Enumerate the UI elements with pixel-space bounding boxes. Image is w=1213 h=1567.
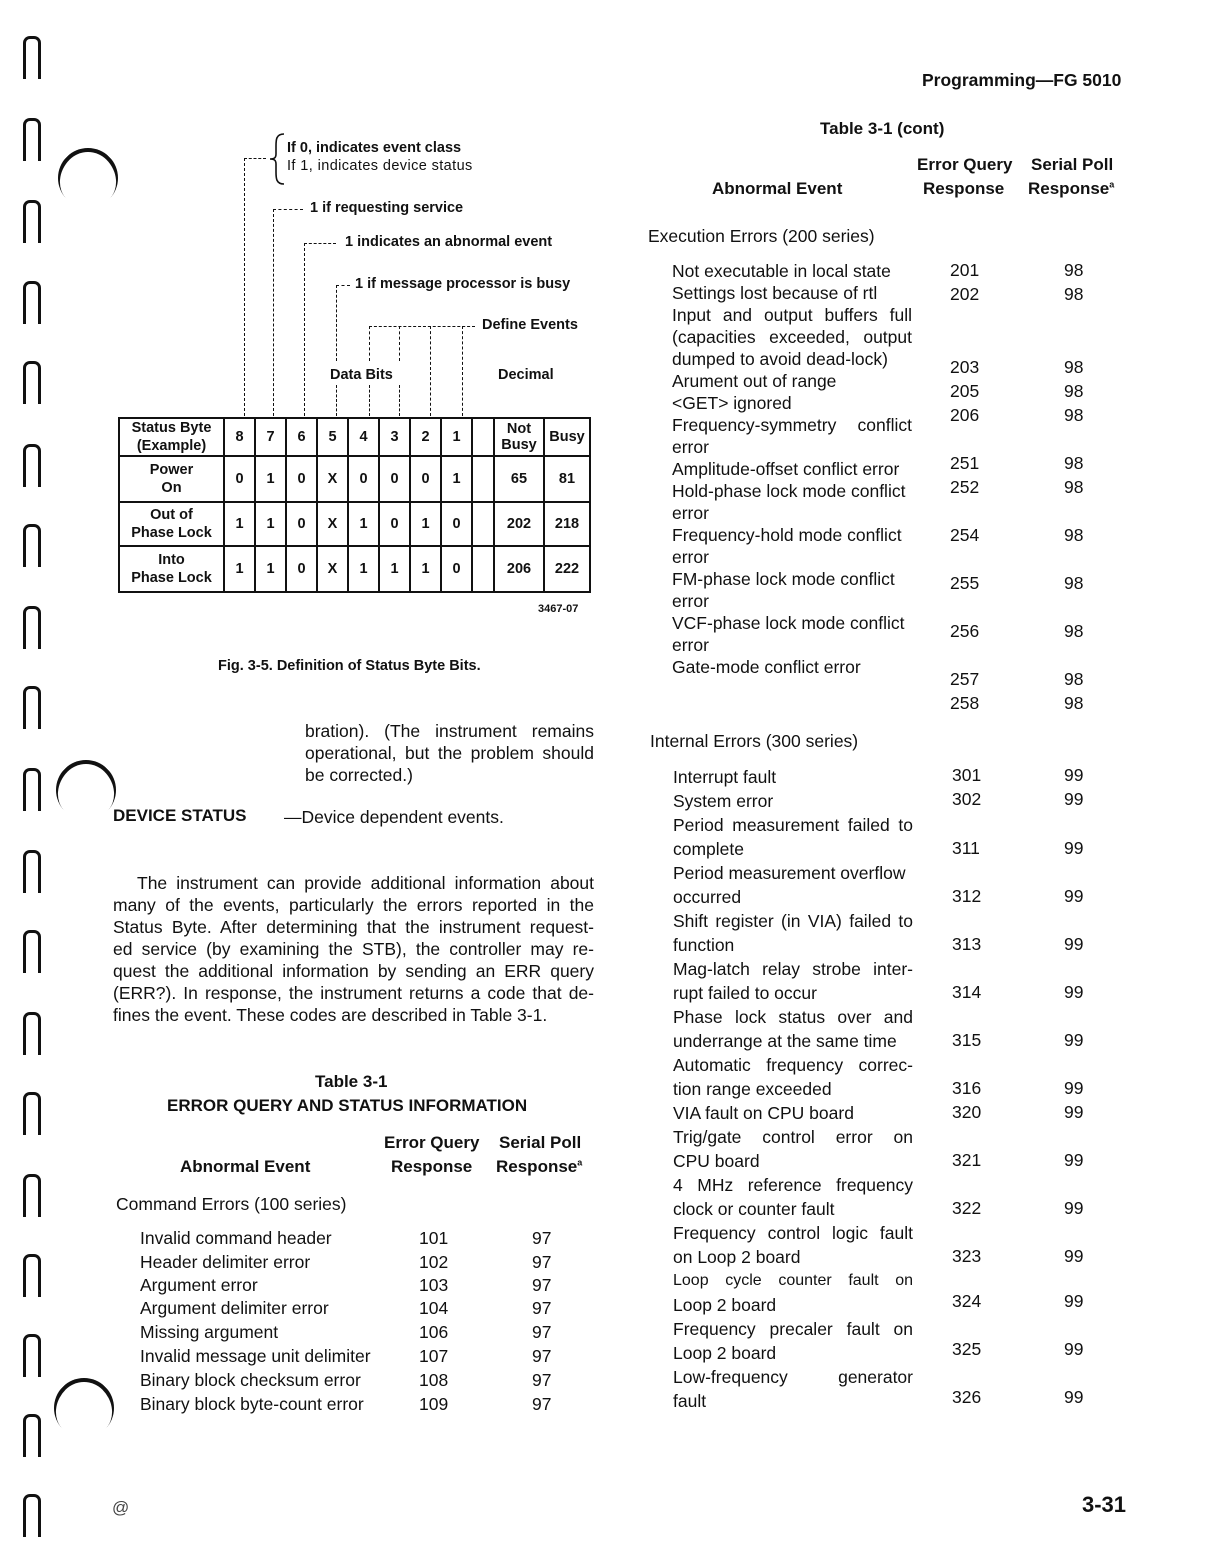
row-event: underrange at the same time [673,1031,897,1051]
row-eq: 313 [952,934,982,954]
table-cell: 222 [544,546,590,592]
table-cell: 8 [224,418,255,456]
table-cell: X [317,502,348,546]
binder-hole [23,768,41,811]
row-eq: 321 [952,1150,982,1170]
binder-arc [46,136,131,221]
row-eq: 206 [950,405,980,425]
events-column-1 [672,260,912,678]
table-cell: Busy [544,418,590,456]
define-events-label: Define Events [482,317,578,333]
row-eq: 252 [950,477,980,497]
row-eq: 203 [950,357,980,377]
row-event: Missing argument [140,1322,279,1342]
table-cell: 0 [286,546,317,592]
row-event: Invalid command header [140,1228,332,1248]
table-cell: Out of Phase Lock [119,502,224,546]
figure-number: 3467-07 [538,603,579,615]
row-eq: 256 [950,621,980,641]
table-row [119,502,590,546]
group-heading: Internal Errors (300 series) [650,731,859,751]
row-event: Not executable in local state [672,261,891,281]
row-event: Loop 2 board [673,1343,777,1363]
binder-hole [23,281,41,324]
row-sp: 99 [1064,1078,1084,1098]
table-cell: X [317,456,348,502]
table-cell: 7 [255,418,286,456]
table-subtitle: ERROR QUERY AND STATUS INFORMATION [167,1096,528,1115]
device-status-term: DEVICE STATUS [113,806,247,825]
row-event: tion range exceeded [673,1079,832,1099]
row-sp: 97 [532,1394,552,1414]
binder-hole [23,1174,41,1217]
row-event: error [672,591,709,611]
table-cell: 0 [348,456,379,502]
row-eq: 201 [950,260,980,280]
row-event: Frequency-symmetry conflict [672,415,912,435]
binder-arc [42,1366,127,1451]
table-cell: 5 [317,418,348,456]
row-event: Invalid message unit delimiter [140,1346,371,1366]
event-class-label: If 0, indicates event class [287,140,462,156]
leader-line [399,326,400,361]
leader-line [369,326,475,327]
row-event: Phase lock status over and [673,1007,913,1027]
group-heading: Execution Errors (200 series) [648,226,875,246]
binder-hole [23,524,41,567]
row-event: error [672,547,709,567]
column-header: Abnormal Event [712,179,843,198]
row-event: error [672,503,709,523]
row-event: rupt failed to occur [673,983,817,1003]
binder-hole [23,200,41,243]
table-cell: 0 [379,456,410,502]
row-event: Argument delimiter error [140,1298,329,1318]
table-row [119,546,590,592]
column-header: Serial Poll [499,1133,582,1152]
row-eq: 106 [419,1322,449,1342]
leader-line [273,209,303,210]
row-event: Automatic frequency correc- [673,1055,913,1075]
table-cell: 81 [544,456,590,502]
row-sp: 98 [1064,284,1084,304]
row-event: Period measurement overflow [673,863,906,883]
events-column-2 [673,765,913,1413]
binder-hole [23,1494,41,1537]
table-title: Table 3-1 [315,1072,388,1091]
row-event: fault [673,1391,707,1411]
row-event: FM-phase lock mode conflict [672,569,895,589]
leader-line [304,243,336,244]
table-cell: 0 [224,456,255,502]
row-sp: 98 [1064,525,1084,545]
table-cell: 4 [348,418,379,456]
row-event: Low-frequency generator [673,1367,913,1387]
row-event: Input and output buffers full [672,305,912,325]
table-row [119,456,590,502]
row-eq: 316 [952,1078,982,1098]
row-event: complete [673,839,745,859]
row-event: System error [673,791,774,811]
row-eq: 311 [952,838,980,858]
table-title: Table 3-1 (cont) [820,119,945,138]
figure-caption: Fig. 3-5. Definition of Status Byte Bits. [218,658,481,674]
row-event: occurred [673,887,742,907]
device-status-label: If 1, indicates device status [287,158,473,174]
table-row [119,418,590,456]
paragraph: The instrument can provide additional information about many of the events, particularly the errors reported in the Status Byte. After determining that the instrument request- ed service (by examining the STB), the controller may re- quest the additional information by sending an ERR query (ERR?). In response, the instrument returns a code that de- fines the event. These codes are described in Table 3-1. [113,873,594,1025]
row-event: Frequency-hold mode conflict [672,525,902,545]
row-eq: 109 [419,1394,449,1414]
row-eq: 108 [419,1370,449,1390]
binder-hole [23,1414,41,1457]
column-header: Error Query [917,155,1013,174]
table-cell: 1 [441,456,472,502]
row-sp: 99 [1064,1246,1084,1266]
table-cell: 206 [494,546,544,592]
row-event: Mag-latch relay strobe inter- [673,959,913,979]
decimal-label: Decimal [498,367,554,383]
table-cell: 1 [441,418,472,456]
table-cell: 1 [255,546,286,592]
column-header: Serial Poll [1031,155,1114,174]
binder-hole [23,1334,41,1377]
row-sp: 98 [1064,357,1084,377]
row-sp: 99 [1064,982,1084,1002]
row-event: Loop cycle counter fault on [673,1272,913,1289]
row-eq: 320 [952,1102,982,1122]
row-event: Hold-phase lock mode conflict [672,481,906,501]
row-event: Loop 2 board [673,1295,777,1315]
row-event: Binary block byte-count error [140,1394,364,1414]
table-cell: 1 [224,546,255,592]
row-event: function [673,935,735,955]
row-sp: 99 [1064,1198,1084,1218]
row-sp: 99 [1064,1102,1084,1122]
row-eq: 107 [419,1346,449,1366]
row-eq: 315 [952,1030,982,1050]
leader-line [430,326,431,416]
row-sp: 97 [532,1252,552,1272]
row-eq: 325 [952,1339,982,1359]
row-event: VCF-phase lock mode conflict [672,613,905,633]
row-event: CPU board [673,1151,760,1171]
row-sp: 99 [1064,1030,1084,1050]
row-eq: 202 [950,284,980,304]
table-cell: 0 [441,546,472,592]
row-event: Period measurement failed to [673,815,913,835]
row-eq: 312 [952,886,982,906]
row-eq: 205 [950,381,980,401]
table-cell: 1 [255,456,286,502]
row-sp: 97 [532,1275,552,1295]
row-eq: 103 [419,1275,449,1295]
page-header: Programming—FG 5010 [922,70,1122,90]
row-event: dumped to avoid dead-lock) [672,349,888,369]
leader-line [462,326,463,416]
row-sp: 98 [1064,405,1084,425]
row-sp: 99 [1064,1339,1084,1359]
binder-hole [23,850,41,893]
row-eq: 102 [419,1252,449,1272]
group-heading: Command Errors (100 series) [116,1194,347,1214]
table-cell: 218 [544,502,590,546]
table-cell: 0 [286,456,317,502]
row-eq: 301 [952,765,982,785]
row-event: Settings lost because of rtl [672,283,878,303]
row-eq: 302 [952,789,982,809]
table-cell: 1 [410,502,441,546]
abnormal-event-label: 1 indicates an abnormal event [345,234,553,250]
table-cell: 0 [379,502,410,546]
row-sp: 99 [1064,789,1084,809]
row-eq: 323 [952,1246,982,1266]
row-sp: 98 [1064,669,1084,689]
row-sp: 97 [532,1346,552,1366]
leader-line [336,285,350,286]
row-eq: 324 [952,1291,982,1311]
row-event: VIA fault on CPU board [673,1103,854,1123]
leader-line [244,158,245,416]
copyright-mark: @ [112,1498,130,1517]
column-header: Response [923,179,1005,198]
table-cell: 1 [255,502,286,546]
table-cell: 0 [441,502,472,546]
table-cell: Power On [119,456,224,502]
row-sp: 98 [1064,453,1084,473]
table-cell [472,456,494,502]
row-sp: 97 [532,1228,552,1248]
row-event: Header delimiter error [140,1252,311,1272]
row-eq: 257 [950,669,980,689]
binder-hole [23,444,41,487]
leader-line [336,285,337,361]
row-event: error [672,635,709,655]
binder-hole [23,686,41,729]
row-event: 4 MHz reference frequency [673,1175,913,1195]
table-cell [472,418,494,456]
table-cell: 2 [410,418,441,456]
binder-hole [23,361,41,404]
leader-line [304,243,305,416]
binder-hole [23,606,41,649]
table-cell: Not Busy [494,418,544,456]
row-sp: 99 [1064,934,1084,954]
table-cell: 3 [379,418,410,456]
row-eq: 326 [952,1387,982,1407]
row-event: Frequency precaler fault on [673,1319,913,1339]
row-sp: 99 [1064,1150,1084,1170]
row-event: Arument out of range [672,371,837,391]
row-event: Shift register (in VIA) failed to [673,911,913,931]
table-cell [472,546,494,592]
binder-hole [23,36,41,79]
table-cell: 1 [348,546,379,592]
binder-hole [23,1092,41,1135]
bration-text: bration). (The instrument remains operational, but the problem should be corrected.) [305,721,594,785]
row-sp: 98 [1064,260,1084,280]
row-eq: 258 [950,693,980,713]
row-sp: 98 [1064,621,1084,641]
table-cell: 1 [348,502,379,546]
status-byte-table [118,417,591,593]
row-event: (capacities exceeded, output [672,327,912,347]
row-sp: 97 [532,1322,552,1342]
binder-hole [23,1254,41,1297]
table-cell: Into Phase Lock [119,546,224,592]
column-header: Response$^a$ [1028,179,1115,198]
row-event: error [672,437,709,457]
data-bits-label: Data Bits [330,367,393,383]
table-cell: 65 [494,456,544,502]
row-sp: 99 [1064,838,1084,858]
table-cell: X [317,546,348,592]
row-event: Argument error [140,1275,258,1295]
leader-line [369,385,370,416]
row-eq: 251 [950,453,980,473]
binder-hole [23,1012,41,1055]
row-sp: 99 [1064,765,1084,785]
table-cell: 0 [286,502,317,546]
row-event: on Loop 2 board [673,1247,801,1267]
row-event: Interrupt fault [673,767,777,787]
row-event: Binary block checksum error [140,1370,361,1390]
row-sp: 99 [1064,886,1084,906]
table-cell: 1 [224,502,255,546]
leader-line [336,385,337,416]
brace-icon [268,132,288,186]
table-cell [472,502,494,546]
table-cell: 1 [410,546,441,592]
device-status-definition: —Device dependent events. [284,807,504,827]
row-sp: 98 [1064,573,1084,593]
row-event: clock or counter fault [673,1199,835,1219]
row-sp: 98 [1064,381,1084,401]
row-eq: 101 [419,1228,449,1248]
busy-label: 1 if message processor is busy [355,276,571,292]
leader-line [273,209,274,416]
table-cell: Status Byte (Example) [119,418,224,456]
table-cell: 0 [410,456,441,502]
row-eq: 104 [419,1298,449,1318]
column-header: Abnormal Event [180,1157,311,1176]
row-sp: 97 [532,1298,552,1318]
row-event: Gate-mode conflict error [672,657,861,677]
row-event: Trig/gate control error on [673,1127,913,1147]
row-eq: 255 [950,573,980,593]
table-cell: 6 [286,418,317,456]
requesting-service-label: 1 if requesting service [310,200,464,216]
row-eq: 254 [950,525,980,545]
row-eq: 322 [952,1198,982,1218]
leader-line [369,326,370,361]
row-event: Frequency control logic fault [673,1223,913,1243]
column-header: Response$^a$ [496,1157,583,1176]
page-number: 3-31 [1082,1492,1127,1517]
row-sp: 99 [1064,1387,1084,1407]
row-sp: 97 [532,1370,552,1390]
table-cell: 1 [379,546,410,592]
row-sp: 98 [1064,477,1084,497]
row-eq: 314 [952,982,982,1002]
binder-hole [23,118,41,161]
row-event: Amplitude-offset conflict error [672,459,900,479]
binder-hole [23,930,41,973]
table-cell: 202 [494,502,544,546]
row-sp: 98 [1064,693,1084,713]
column-header: Response [391,1157,473,1176]
row-event: <GET> ignored [672,393,792,413]
leader-line [244,158,266,159]
row-sp: 99 [1064,1291,1084,1311]
column-header: Error Query [384,1133,480,1152]
leader-line [399,385,400,416]
